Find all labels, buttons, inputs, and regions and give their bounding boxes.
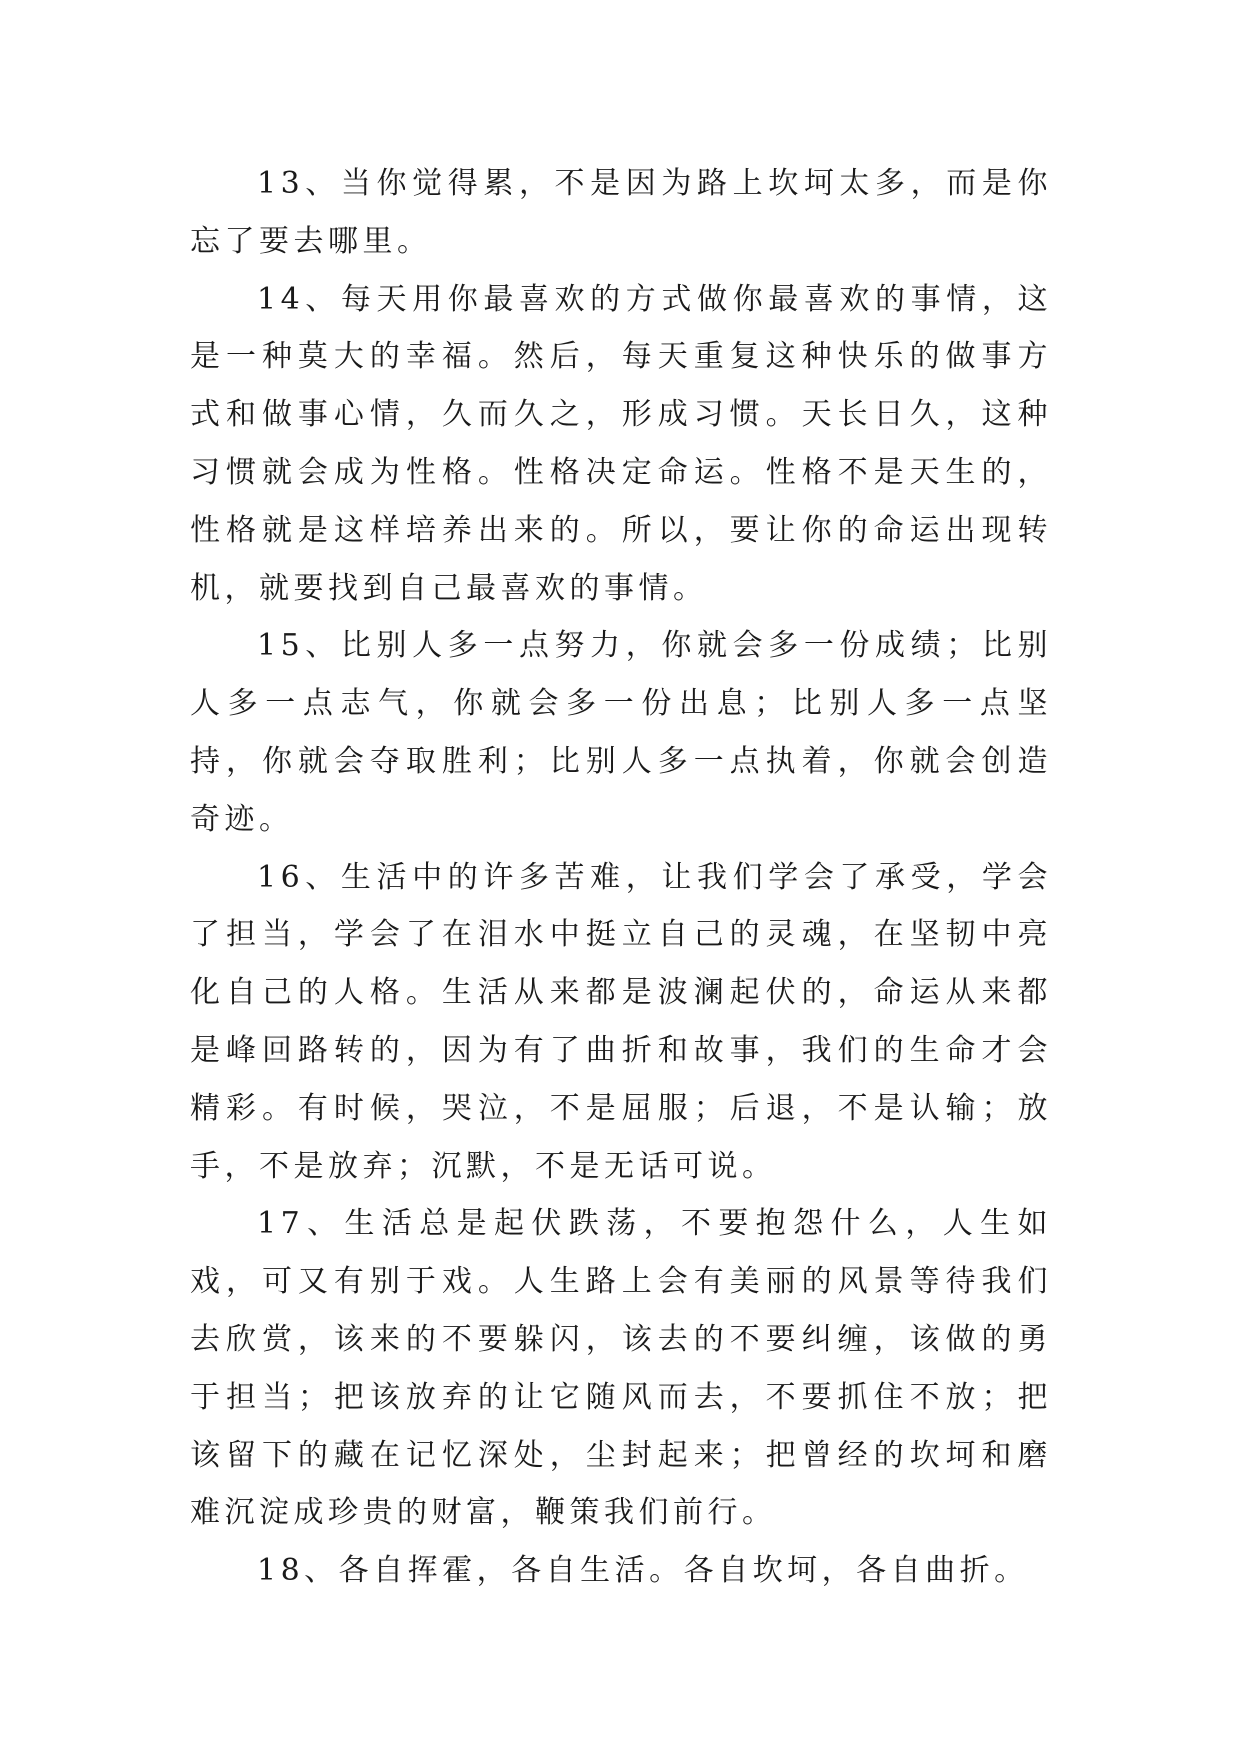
paragraph-18: 18、各自挥霍，各自生活。各自坎坷，各自曲折。: [257, 1553, 1029, 1589]
document-body: [190, 155, 1052, 1600]
paragraph-13: 13、当你觉得累，不是因为路上坎坷太多，而是你忘了要去哪里。: [190, 166, 1052, 259]
paragraph-16: 16、生活中的许多苦难，让我们学会了承受，学会了担当，学会了在泪水中挺立自己的灵魂，在坚韧中亮化自己的人格。生活从来都是波澜起伏的，命运从来都是峰回路转的，因为有了曲折和故事，我们的生命才会精彩。有时候，哭泣，不是屈服；后退，不是认输；放手，不是放弃；沉默，不是无话可说。: [190, 859, 1052, 1184]
paragraph-14: 14、每天用你最喜欢的方式做你最喜欢的事情，这是一种莫大的幸福。然后，每天重复这种快乐的做事方式和做事心情，久而久之，形成习惯。天长日久，这种习惯就会成为性格。性格决定命运。性格不是天生的，性格就是这样培养出来的。所以，要让你的命运出现转机，就要找到自己最喜欢的事情。: [190, 281, 1052, 606]
paragraph-17: 17、生活总是起伏跌荡，不要抱怨什么，人生如戏，可又有别于戏。人生路上会有美丽的风景等待我们去欣赏，该来的不要躲闪，该去的不要纠缠，该做的勇于担当；把该放弃的让它随风而去，不要抓住不放；把该留下的藏在记忆深处，尘封起来；把曾经的坎坷和磨难沉淀成珍贵的财富，鞭策我们前行。: [190, 1206, 1052, 1531]
paragraph-15: 15、比别人多一点努力，你就会多一份成绩；比别人多一点志气，你就会多一份出息；比别人多一点坚持，你就会夺取胜利；比别人多一点执着，你就会创造奇迹。: [190, 628, 1052, 837]
